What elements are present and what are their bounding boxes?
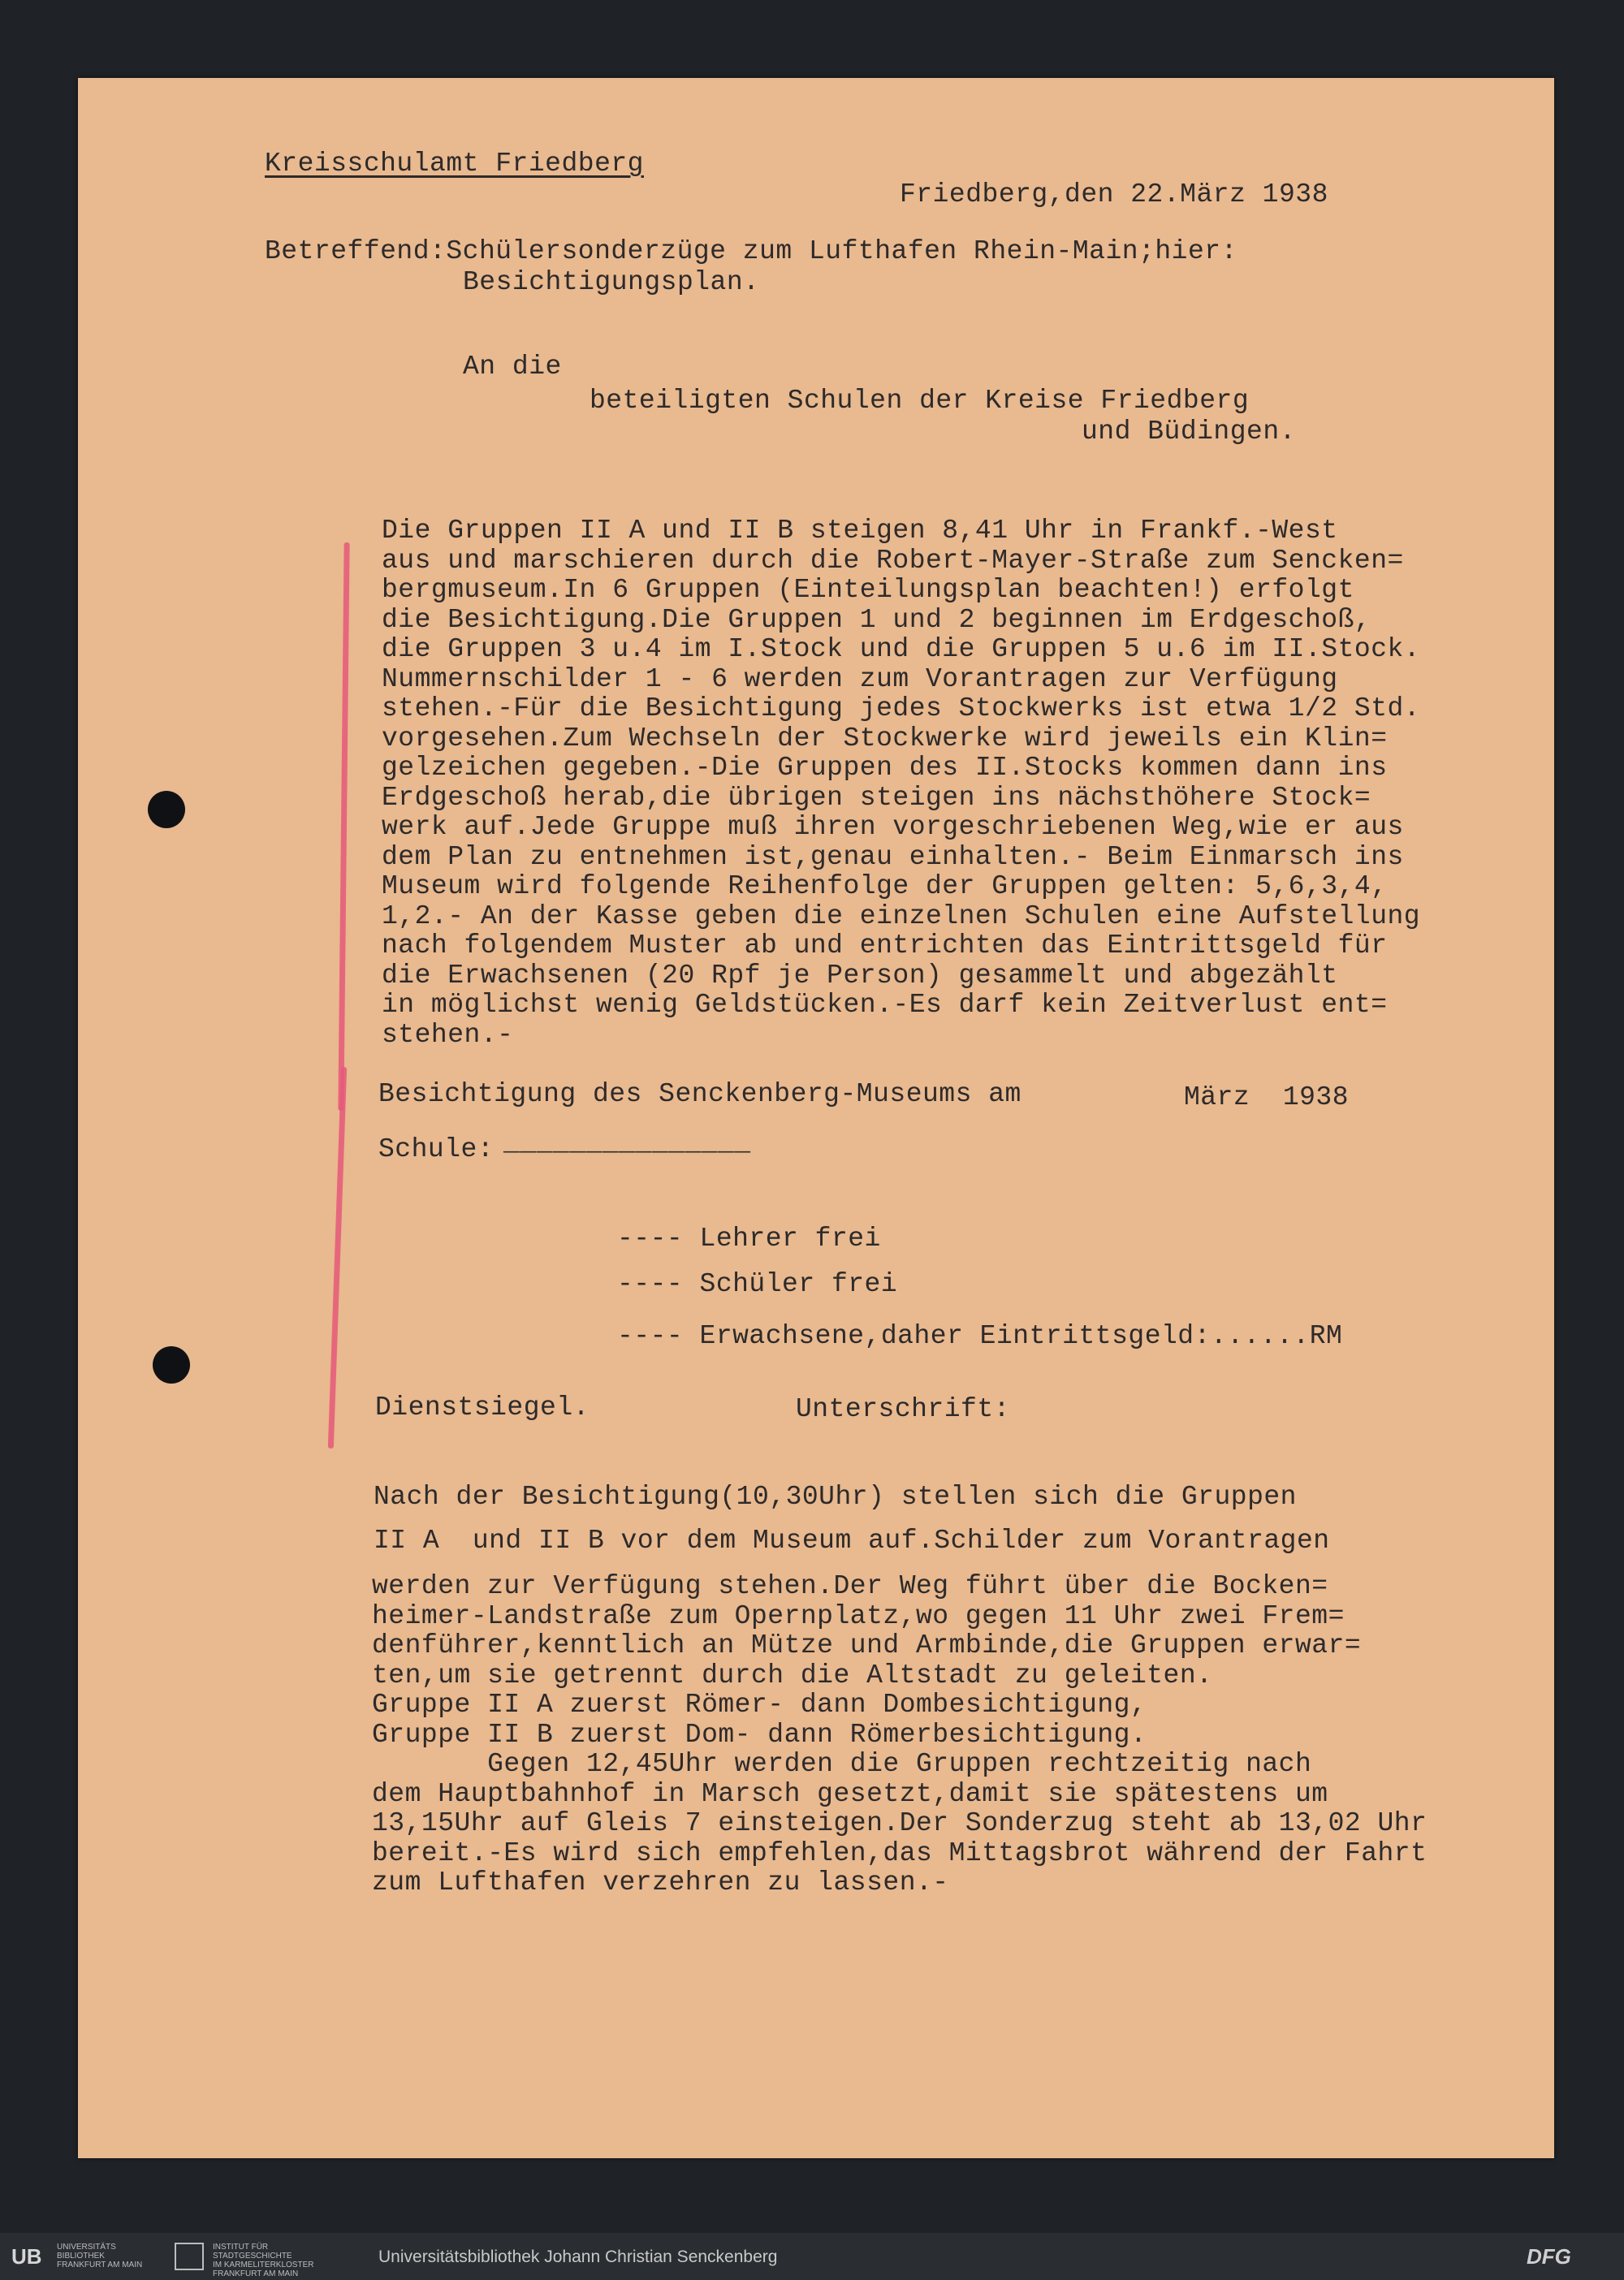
body-line: bergmuseum.In 6 Gruppen (Einteilungsplan beachten!) erfolgt (382, 575, 1354, 605)
closing-line: zum Lufthafen verzehren zu lassen.- (372, 1868, 949, 1898)
students-entry: ---- Schüler frei (617, 1269, 898, 1299)
signature-label: Unterschrift: (796, 1394, 1010, 1424)
body-line: Nummernschilder 1 - 6 werden zum Vorantragen zur Verfügung (382, 663, 1338, 694)
document-page (78, 78, 1554, 2158)
red-margin-mark-1 (338, 542, 349, 1111)
punch-hole-top (148, 791, 185, 828)
closing-line: werden zur Verfügung stehen.Der Weg führt über die Bocken= (372, 1571, 1328, 1601)
closing-line: heimer-Landstraße zum Opernplatz,wo gegen 11 Uhr zwei Frem= (372, 1600, 1345, 1631)
adults-entry: ---- Erwachsene,daher Eintrittsgeld:......RM (617, 1321, 1343, 1351)
institute-logo-caption: INSTITUT FÜR STADTGESCHICHTE IM KARMELITERKLOSTER FRANKFURT AM MAIN (213, 2243, 314, 2278)
body-line: Die Gruppen II A und II B steigen 8,41 Uhr in Frankf.-West (382, 516, 1338, 546)
body-line: gelzeichen gegeben.-Die Gruppen des II.Stocks kommen dann ins (382, 753, 1388, 783)
closing-line: Gruppe II B zuerst Dom- dann Römerbesichtigung. (372, 1719, 1147, 1750)
body-line: 1,2.- An der Kasse geben die einzelnen Schulen eine Aufstellung (382, 900, 1421, 931)
seal-label: Dienstsiegel. (375, 1393, 590, 1423)
authority-heading: Kreisschulamt Friedberg (265, 149, 644, 179)
address-line-1: An die (463, 352, 562, 382)
closing-line: ten,um sie getrennt durch die Altstadt zu geleiten. (372, 1660, 1213, 1691)
school-blank-line: _______________ (503, 1128, 751, 1158)
body-line: stehen.-Für die Besichtigung jedes Stockwerks ist etwa 1/2 Std. (382, 693, 1421, 723)
subject-line-1: Betreffend:Schülersonderzüge zum Lufthafen Rhein-Main;hier: (265, 236, 1237, 266)
body-line: die Gruppen 3 u.4 im I.Stock und die Gruppen 5 u.6 im II.Stock. (382, 634, 1421, 664)
dfg-logo: DFG (1527, 2244, 1571, 2269)
closing-line: Nach der Besichtigung(10,30Uhr) stellen sich die Gruppen (374, 1482, 1297, 1512)
date-line: Friedberg,den 22.März 1938 (900, 179, 1328, 209)
ub-logo: UB (11, 2244, 42, 2269)
address-line-3: und Büdingen. (1082, 417, 1296, 447)
body-line: aus und marschieren durch die Robert-Mayer-Straße zum Sencken= (382, 545, 1404, 576)
address-line-2: beteiligten Schulen der Kreise Friedberg (590, 386, 1250, 416)
body-line: Museum wird folgende Reihenfolge der Gruppen gelten: 5,6,3,4, (382, 871, 1388, 901)
body-line: stehen.- (382, 1019, 514, 1050)
red-margin-mark-2 (328, 1067, 347, 1449)
body-line: die Besichtigung.Die Gruppen 1 und 2 beginnen im Erdgeschoß, (382, 604, 1371, 635)
body-line: vorgesehen.Zum Wechseln der Stockwerke wird jeweils ein Klin= (382, 723, 1388, 754)
body-line: nach folgendem Muster ab und entrichten das Eintrittsgeld für (382, 931, 1388, 961)
teachers-entry: ---- Lehrer frei (617, 1224, 881, 1254)
closing-line: II A und II B vor dem Museum auf.Schilder zum Vorantragen (374, 1526, 1330, 1556)
punch-hole-bottom (153, 1346, 190, 1384)
institute-logo-icon (175, 2243, 204, 2270)
body-line: Erdgeschoß herab,die übrigen steigen ins nächsthöhere Stock= (382, 782, 1371, 813)
ub-logo-caption: UNIVERSITÄTS BIBLIOTHEK FRANKFURT AM MAIN (57, 2243, 143, 2269)
body-line: die Erwachsenen (20 Rpf je Person) gesammelt und abgezählt (382, 960, 1338, 991)
school-label: Schule: (378, 1134, 495, 1164)
footer-credit: Universitätsbibliothek Johann Christian Senckenberg (378, 2248, 778, 2266)
body-line: in möglichst wenig Geldstücken.-Es darf kein Zeitverlust ent= (382, 990, 1388, 1020)
closing-line: Gegen 12,45Uhr werden die Gruppen rechtzeitig nach (372, 1749, 1312, 1779)
closing-line: dem Hauptbahnhof in Marsch gesetzt,damit sie spätestens um (372, 1778, 1328, 1809)
closing-line: Gruppe II A zuerst Römer- dann Dombesichtigung, (372, 1690, 1147, 1720)
subject-line-2: Besichtigungsplan. (463, 267, 760, 297)
body-line: werk auf.Jede Gruppe muß ihren vorgeschriebenen Weg,wie er aus (382, 812, 1404, 842)
visit-line: Besichtigung des Senckenberg-Museums am (378, 1079, 1021, 1109)
closing-line: 13,15Uhr auf Gleis 7 einsteigen.Der Sonderzug steht ab 13,02 Uhr (372, 1808, 1427, 1838)
body-line: dem Plan zu entnehmen ist,genau einhalten.- Beim Einmarsch ins (382, 841, 1404, 872)
visit-month: März 1938 (1184, 1082, 1350, 1112)
closing-line: bereit.-Es wird sich empfehlen,das Mittagsbrot während der Fahrt (372, 1837, 1427, 1868)
viewer-footer (0, 2233, 1624, 2280)
closing-line: denführer,kenntlich an Mütze und Armbinde,die Gruppen erwar= (372, 1630, 1362, 1660)
